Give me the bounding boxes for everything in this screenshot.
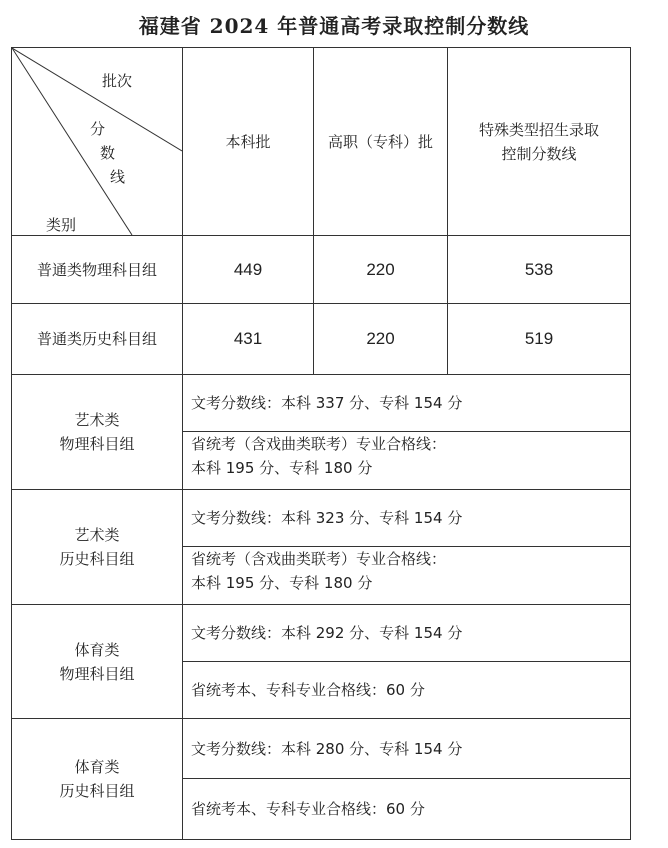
table-cell-gaozhi: 220 xyxy=(366,329,395,348)
table-cell-benke: 449 xyxy=(233,259,263,279)
table-cell-gaozhi: 220 xyxy=(366,259,395,279)
major-pass-line: 省统考（含戏曲类联考）专业合格线： 本科 195 分、专科 180 分 xyxy=(191,435,447,477)
diagonal-header-lines xyxy=(12,48,182,235)
culture-score-line: 文考分数线：本科 280 分、专科 154 分 xyxy=(191,739,463,758)
table-row-category: 普通类历史科目组 xyxy=(36,330,157,348)
header-score-label-3: 线 xyxy=(110,168,126,186)
major-pass-line: 省统考（含戏曲类联考）专业合格线： 本科 195 分、专科 180 分 xyxy=(191,550,447,592)
header-gaozhi: 高职（专科）批 xyxy=(327,132,433,151)
table-cell-benke: 431 xyxy=(233,329,263,348)
art-history-category: 艺术类 历史科目组 xyxy=(59,526,135,568)
table-cell-special: 538 xyxy=(524,259,554,279)
score-table xyxy=(11,47,631,840)
header-benke: 本科批 xyxy=(225,132,271,151)
sport-history-category: 体育类 历史科目组 xyxy=(59,758,135,800)
header-special: 特殊类型招生录取 控制分数线 xyxy=(478,120,599,163)
sport-physics-category: 体育类 物理科目组 xyxy=(59,640,135,683)
page-title: 福建省 2024 年普通高考录取控制分数线 xyxy=(138,14,530,38)
header-score-label-1: 分 xyxy=(90,120,106,138)
header-score-label-2: 数 xyxy=(100,144,116,162)
major-pass-line: 省统考本、专科专业合格线：60 分 xyxy=(191,681,425,699)
table-cell-special: 519 xyxy=(524,329,554,348)
table-row-category: 普通类物理科目组 xyxy=(36,260,157,279)
culture-score-line: 文考分数线：本科 292 分、专科 154 分 xyxy=(191,624,463,642)
art-physics-category: 艺术类 物理科目组 xyxy=(59,411,135,453)
culture-score-line: 文考分数线：本科 337 分、专科 154 分 xyxy=(191,394,463,412)
culture-score-line: 文考分数线：本科 323 分、专科 154 分 xyxy=(191,509,463,527)
major-pass-line: 省统考本、专科专业合格线：60 分 xyxy=(191,800,425,818)
header-category-label: 类别 xyxy=(46,216,77,234)
header-batch-label: 批次 xyxy=(102,72,133,90)
